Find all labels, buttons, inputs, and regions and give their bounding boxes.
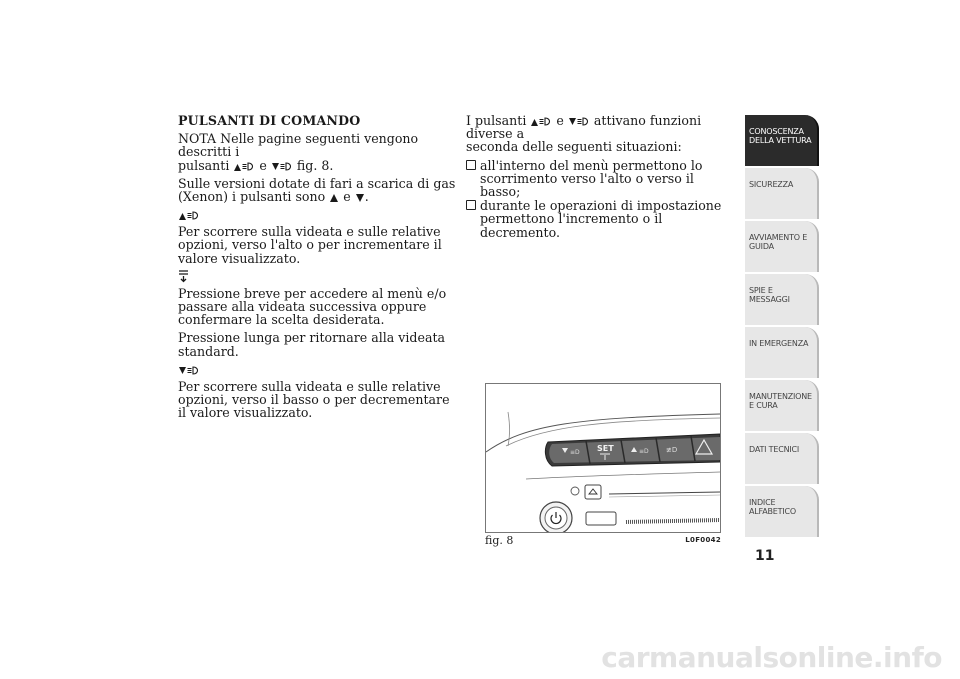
up-headlamp-icon xyxy=(233,161,255,172)
set-button-description-2: Pressione lunga per ritornare alla videata standard. xyxy=(178,330,446,359)
set-button-description-1: Pressione breve per accedere al menù e/o passare alla videata successiva oppure confermare la scelta desiderata. xyxy=(178,285,447,328)
checkbox-bullet-icon xyxy=(466,160,476,170)
down-button-description: Per scorrere sulla videata e sulle relative opzioni, verso il basso o per decrementare il valore visualizzato. xyxy=(178,378,450,421)
down-triangle-icon xyxy=(355,193,365,203)
nota-line-1: NOTA Nelle pagine seguenti vengono descritti i xyxy=(178,131,419,160)
figure-code: L0F0042 xyxy=(685,536,721,544)
dashboard-illustration xyxy=(486,384,720,532)
list-item xyxy=(466,159,728,199)
down-headlamp-icon xyxy=(271,161,293,172)
left-column xyxy=(178,114,456,424)
watermark: carmanualsonline.info xyxy=(601,641,942,674)
down-button-symbol xyxy=(178,363,456,376)
svg-text:≡D: ≡D xyxy=(570,449,580,456)
xenon-text: (Xenon) i pulsanti sono xyxy=(178,189,326,205)
chapter-tab[interactable]: SICUREZZA xyxy=(745,168,819,219)
up-headlamp-icon xyxy=(178,210,200,221)
up-triangle-icon xyxy=(329,193,339,203)
intro-line-2: seconda delle seguenti situazioni: xyxy=(466,139,682,155)
xenon-paragraph xyxy=(178,177,456,203)
chapter-tab[interactable]: DATI TECNICI xyxy=(745,433,819,484)
chapter-tab[interactable]: INDICE ALFABETICO xyxy=(745,486,819,537)
figure-dashboard-buttons xyxy=(485,383,721,533)
xenon-text: e xyxy=(343,189,351,205)
nota-text: pulsanti xyxy=(178,157,230,173)
set-button-symbol xyxy=(178,270,456,283)
figure-caption xyxy=(485,534,721,547)
intro-text: attivano funzioni diverse a xyxy=(466,113,702,142)
intro-text: e xyxy=(556,113,564,128)
xenon-text: . xyxy=(364,189,369,205)
down-headlamp-icon xyxy=(568,116,590,127)
intro-text: I pulsanti xyxy=(466,113,527,128)
chapter-tab[interactable]: AVVIAMENTO E GUIDA xyxy=(745,221,819,272)
xenon-line-1: Sulle versioni dotate di fari a scarica di gas xyxy=(178,175,456,191)
page-number: 11 xyxy=(755,548,775,564)
chapter-tab[interactable]: IN EMERGENZA xyxy=(745,327,819,378)
nota-text: e xyxy=(259,157,267,173)
figure-caption-text: fig. 8 xyxy=(485,534,514,547)
chapter-tab[interactable]: CONOSCENZA DELLA VETTURA xyxy=(745,115,819,166)
checkbox-bullet-icon xyxy=(466,200,476,210)
up-headlamp-icon xyxy=(530,116,552,127)
nota-text: fig. 8. xyxy=(296,157,334,173)
up-button-description: Per scorrere sulla videata e sulle relative opzioni, verso l'alto o per incrementare il valore visualizzato. xyxy=(178,224,442,266)
list-item-text: durante le operazioni di impostazione permettono l'incremento o il decremento. xyxy=(480,198,722,240)
svg-text:≡D: ≡D xyxy=(639,448,649,455)
list-item-text: all'interno del menù permettono lo scorrimento verso l'alto o verso il basso; xyxy=(480,157,703,200)
down-headlamp-icon xyxy=(178,365,200,376)
set-button-label: SET xyxy=(597,444,614,453)
chapter-tabs xyxy=(745,115,819,539)
list-item xyxy=(466,199,728,239)
right-column xyxy=(466,114,728,240)
intro-paragraph xyxy=(466,114,728,154)
set-esc-icon xyxy=(178,270,190,283)
chapter-tab[interactable]: MANUTENZIONE E CURA xyxy=(745,380,819,431)
up-button-symbol xyxy=(178,208,456,221)
svg-text:≢D: ≢D xyxy=(666,446,678,454)
chapter-tab[interactable]: SPIE E MESSAGGI xyxy=(745,274,819,325)
nota-paragraph xyxy=(178,132,456,172)
section-heading: PULSANTI DI COMANDO xyxy=(178,113,361,128)
